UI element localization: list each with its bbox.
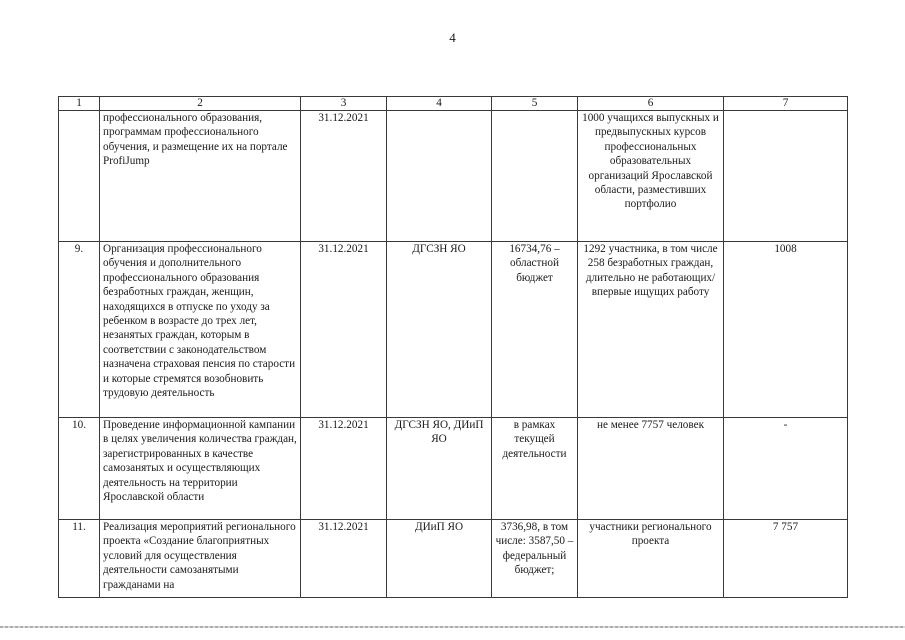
column-header: 1: [59, 97, 100, 111]
executor: [387, 111, 492, 242]
table-row: [59, 111, 848, 242]
row-number: [59, 111, 100, 242]
table-row: [59, 418, 848, 520]
page-number: 4: [449, 30, 456, 45]
deadline: 31.12.2021: [301, 418, 387, 520]
measures-table: [58, 96, 848, 598]
executor: ДГСЗН ЯО: [387, 242, 492, 418]
measure-name: Проведение информационной кампании в целях увеличения количества граждан, зарегистрированных в качестве самозанятых и осуществляющих деятельность на территории Ярославской области: [100, 418, 301, 520]
funding: 16734,76 – областной бюджет: [492, 242, 578, 418]
column-header: 7: [724, 97, 848, 111]
scan-edge-line: [0, 626, 905, 628]
executor: ДГСЗН ЯО, ДИиП ЯО: [387, 418, 492, 520]
indicator-value: [724, 111, 848, 242]
measure-name: Организация профессионального обучения и дополнительного профессионального образования безработных граждан, женщин, находящихся в отпуске по уходу за ребенком в возрасте до трех лет, незанятых граждан, которым в соответствии с законодательством назначена страховая пенсия по старости и которые стремятся возобновить трудовую деятельность: [100, 242, 301, 418]
indicator-value: 7 757: [724, 520, 848, 598]
measure-name: профессионального образования, программам профессионального обучения, и размещение их на портале ProfiJump: [100, 111, 301, 242]
expected-result: не менее 7757 человек: [578, 418, 724, 520]
table-header-row: [59, 97, 848, 111]
executor: ДИиП ЯО: [387, 520, 492, 598]
deadline: 31.12.2021: [301, 242, 387, 418]
indicator-value: -: [724, 418, 848, 520]
column-header: 3: [301, 97, 387, 111]
funding: [492, 111, 578, 242]
deadline: 31.12.2021: [301, 111, 387, 242]
row-number: 10.: [59, 418, 100, 520]
column-header: 4: [387, 97, 492, 111]
deadline: 31.12.2021: [301, 520, 387, 598]
measure-name: Реализация мероприятий регионального проекта «Создание благоприятных условий для осуществления деятельности самозанятыми гражданами на: [100, 520, 301, 598]
indicator-value: 1008: [724, 242, 848, 418]
funding: в рамках текущей деятельности: [492, 418, 578, 520]
column-header: 6: [578, 97, 724, 111]
row-number: 9.: [59, 242, 100, 418]
funding: 3736,98, в том числе: 3587,50 – федеральный бюджет;: [492, 520, 578, 598]
expected-result: 1292 участника, в том числе 258 безработных граждан, длительно не работающих/ впервые ищущих работу: [578, 242, 724, 418]
row-number: 11.: [59, 520, 100, 598]
column-header: 5: [492, 97, 578, 111]
expected-result: участники регионального проекта: [578, 520, 724, 598]
table-row: [59, 242, 848, 418]
expected-result: 1000 учащихся выпускных и предвыпускных курсов профессиональных образовательных организаций Ярославской области, разместивших портфолио: [578, 111, 724, 242]
column-header: 2: [100, 97, 301, 111]
table-row: [59, 520, 848, 598]
